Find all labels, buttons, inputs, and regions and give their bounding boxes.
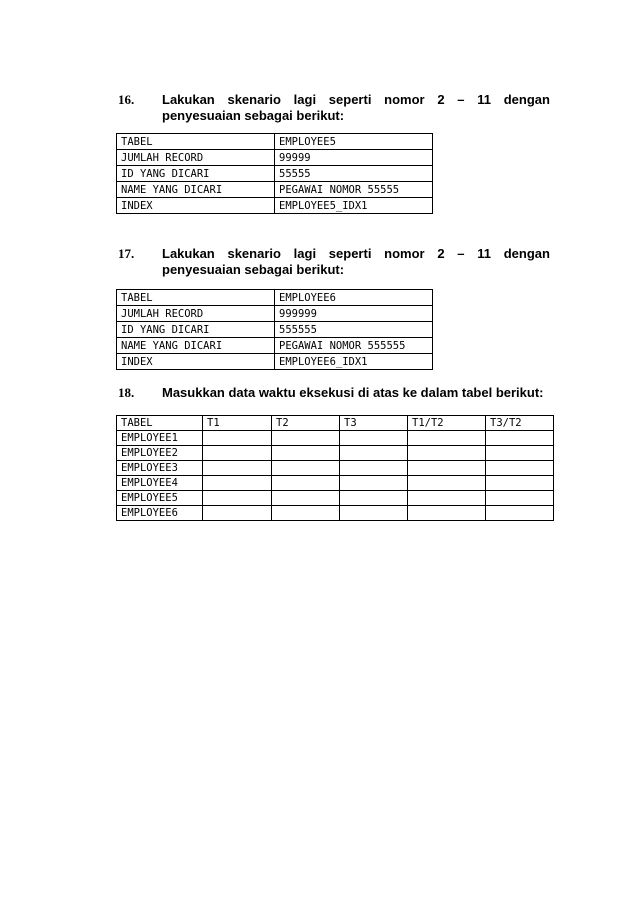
table-cell [272,431,340,446]
table-cell: ID YANG DICARI [117,322,275,338]
question-word: nomor [384,246,425,261]
column-header: T3 [340,416,408,431]
table-cell: INDEX [117,354,275,370]
question-text: Masukkan data waktu eksekusi di atas ke dalam tabel berikut: [162,385,544,400]
column-header: T1 [203,416,272,431]
question-word: Lakukan [162,246,215,261]
question-word: skenario [227,246,281,261]
table-cell [340,476,408,491]
table-cell [272,446,340,461]
table-cell [272,506,340,521]
question-word: 11 [477,246,491,261]
table-row [117,476,554,491]
question-17 [118,246,550,278]
table-cell [203,506,272,521]
table-cell: 99999 [275,150,433,166]
table-cell [340,506,408,521]
table-cell [408,506,486,521]
question-word: skenario [227,92,281,107]
table-row [117,150,433,166]
table-row [117,322,433,338]
table-cell: EMPLOYEE5_IDX1 [275,198,433,214]
table-row [117,182,433,198]
table-row [117,166,433,182]
table-cell: TABEL [117,290,275,306]
table-cell [340,461,408,476]
question-word: 2 [437,246,445,261]
table-row [117,338,433,354]
table-header-row [117,416,554,431]
table-cell: NAME YANG DICARI [117,338,275,354]
table-cell [486,431,554,446]
table-cell [272,461,340,476]
table-execution-times [116,415,554,521]
table-cell: PEGAWAI NOMOR 55555 [275,182,433,198]
question-word: seperti [328,92,372,107]
table-cell: ID YANG DICARI [117,166,275,182]
column-header: T2 [272,416,340,431]
table-cell: 555555 [275,322,433,338]
table-row [117,446,554,461]
table-cell [203,476,272,491]
table-employee6 [116,289,433,370]
table-cell: EMPLOYEE6_IDX1 [275,354,433,370]
table-row [117,506,554,521]
question-word: dengan [503,246,550,261]
column-header: TABEL [117,416,203,431]
table-cell [203,446,272,461]
table-cell: TABEL [117,134,275,150]
table-cell [408,461,486,476]
table-cell [408,446,486,461]
table-cell: EMPLOYEE4 [117,476,203,491]
table-cell: EMPLOYEE1 [117,431,203,446]
table-cell [486,461,554,476]
question-word: nomor [384,92,425,107]
question-number: 17. [118,246,135,261]
table-cell: EMPLOYEE6 [117,506,203,521]
table-cell: PEGAWAI NOMOR 555555 [275,338,433,354]
table-cell: NAME YANG DICARI [117,182,275,198]
table-cell [340,446,408,461]
question-number: 16. [118,92,135,107]
table-cell [203,491,272,506]
table-cell: EMPLOYEE5 [275,134,433,150]
table-cell [486,446,554,461]
table-cell [408,476,486,491]
table-cell [272,491,340,506]
table-cell: EMPLOYEE3 [117,461,203,476]
question-number: 18. [118,385,135,400]
table-row [117,134,433,150]
table-cell: JUMLAH RECORD [117,150,275,166]
table-cell [272,476,340,491]
table-cell: EMPLOYEE6 [275,290,433,306]
question-word: lagi [293,92,317,107]
table-cell [486,506,554,521]
table-cell: 55555 [275,166,433,182]
table-row [117,290,433,306]
table-row [117,306,433,322]
table-cell: EMPLOYEE2 [117,446,203,461]
question-word: lagi [293,246,317,261]
table-row [117,431,554,446]
table-cell [486,491,554,506]
column-header: T3/T2 [486,416,554,431]
question-word: – [457,246,465,261]
table-cell [203,431,272,446]
table-cell [203,461,272,476]
table-cell [340,491,408,506]
question-line-2: penyesuaian sebagai berikut: [162,108,345,123]
table-row [117,461,554,476]
table-row [117,354,433,370]
question-word: – [457,92,465,107]
table-row [117,491,554,506]
question-line-1 [162,246,550,262]
question-line-1 [162,92,550,108]
table-cell [408,431,486,446]
table-cell: 999999 [275,306,433,322]
question-word: 11 [477,92,491,107]
column-header: T1/T2 [408,416,486,431]
question-16 [118,92,550,124]
table-cell: EMPLOYEE5 [117,491,203,506]
question-line-2: penyesuaian sebagai berikut: [162,262,345,277]
table-cell: INDEX [117,198,275,214]
table-row [117,198,433,214]
question-word: seperti [328,246,372,261]
question-word: dengan [503,92,550,107]
table-cell: JUMLAH RECORD [117,306,275,322]
table-cell [486,476,554,491]
table-cell [340,431,408,446]
table-employee5 [116,133,433,214]
question-18 [118,385,550,401]
question-word: 2 [437,92,445,107]
table-cell [408,491,486,506]
question-word: Lakukan [162,92,215,107]
